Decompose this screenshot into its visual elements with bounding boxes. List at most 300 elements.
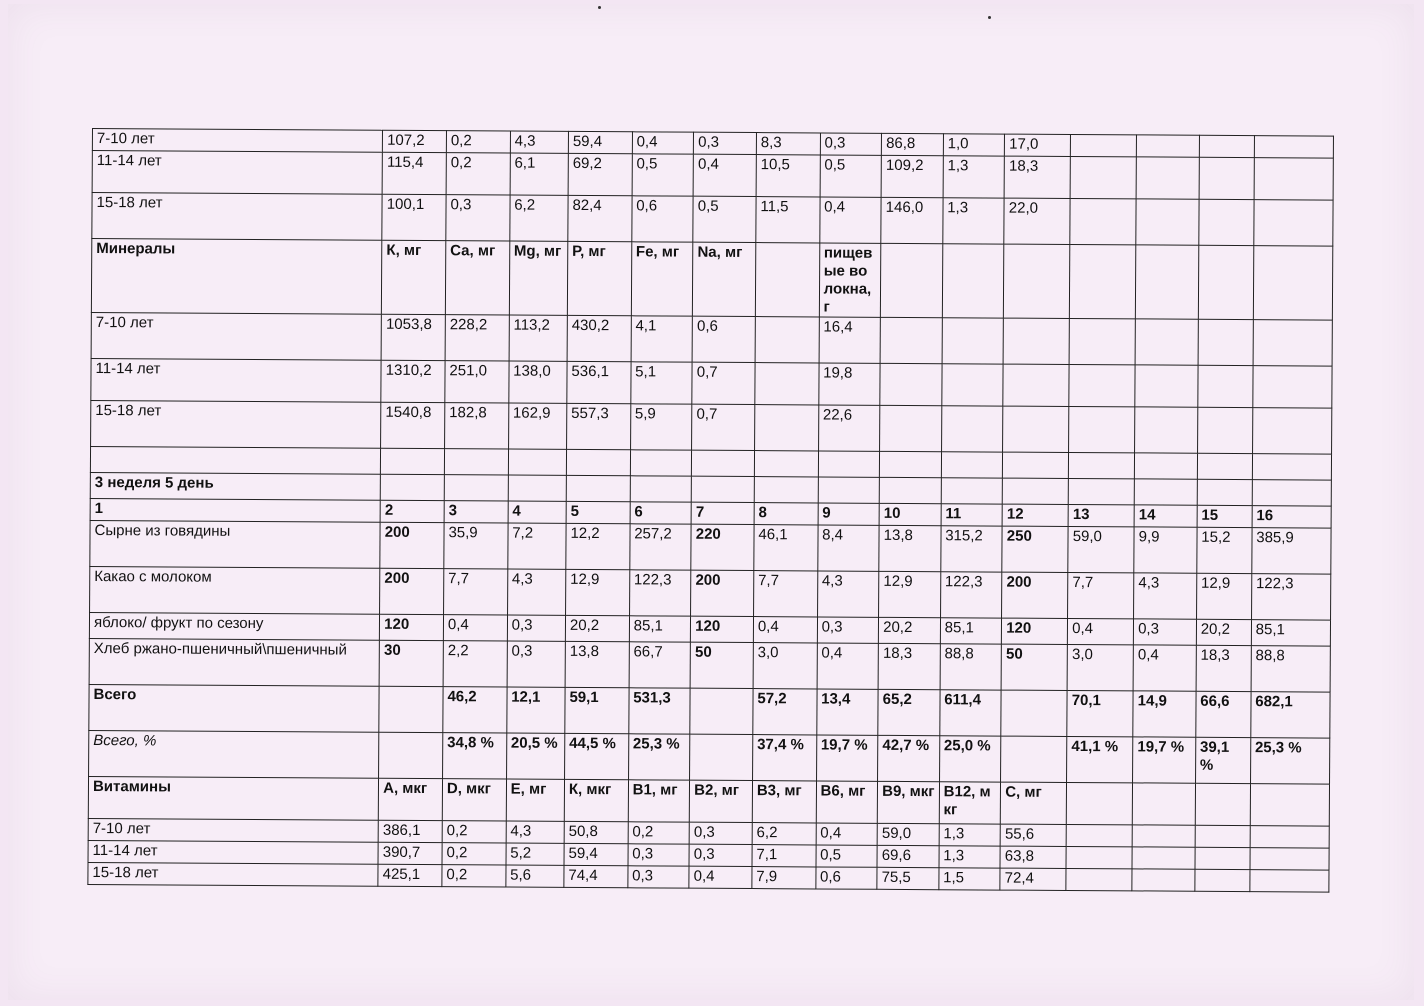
table-cell: 1,5 bbox=[939, 868, 1001, 890]
table-cell bbox=[1004, 244, 1070, 318]
table-cell: 0,5 bbox=[632, 154, 694, 196]
scan-speck bbox=[598, 6, 601, 9]
table-cell: 4,3 bbox=[506, 821, 564, 843]
table-cell: 200 bbox=[380, 522, 444, 568]
table-cell: 19,8 bbox=[818, 363, 880, 405]
table-cell: Са, мг bbox=[445, 241, 509, 315]
table-cell: Е, мг bbox=[506, 779, 565, 821]
table-cell: 34,8 % bbox=[442, 733, 506, 779]
table-cell: 16,4 bbox=[819, 317, 881, 363]
table-cell: 1310,2 bbox=[381, 360, 445, 402]
table-cell: 11,5 bbox=[756, 197, 820, 243]
table-cell bbox=[755, 243, 819, 317]
table-cell: 115,4 bbox=[382, 152, 446, 194]
table-cell: 70,1 bbox=[1067, 690, 1133, 736]
table-cell bbox=[880, 363, 942, 405]
table-cell bbox=[1197, 407, 1252, 453]
table-cell: 85,1 bbox=[940, 618, 1002, 644]
row-label-cell: 15-18 лет bbox=[91, 400, 381, 448]
table-cell: 6 bbox=[630, 502, 692, 524]
table-cell: 0,6 bbox=[632, 196, 694, 242]
table-cell: 1,3 bbox=[939, 824, 1001, 846]
table-row bbox=[90, 566, 1331, 620]
table-cell bbox=[1197, 479, 1252, 505]
table-cell: 0,5 bbox=[820, 155, 882, 197]
table-cell bbox=[1135, 319, 1198, 365]
table-cell: 4,3 bbox=[1134, 573, 1197, 619]
table-cell: 85,1 bbox=[629, 616, 691, 642]
table-cell: 0,3 bbox=[628, 866, 690, 888]
table-cell: 0,2 bbox=[442, 865, 506, 887]
table-cell: 0,6 bbox=[692, 316, 755, 362]
table-cell: 13,8 bbox=[879, 525, 941, 571]
table-cell: 9 bbox=[818, 503, 880, 525]
table-cell: 20,2 bbox=[879, 617, 941, 643]
table-cell: 14,9 bbox=[1133, 691, 1196, 737]
table-cell: 0,4 bbox=[817, 643, 879, 689]
table-cell bbox=[1195, 825, 1250, 847]
table-cell bbox=[690, 734, 753, 780]
table-cell: 0,3 bbox=[1134, 619, 1197, 645]
table-cell bbox=[1136, 135, 1199, 157]
table-cell bbox=[1198, 365, 1253, 407]
table-cell: 6,2 bbox=[510, 195, 569, 241]
table-cell: 146,0 bbox=[881, 197, 943, 243]
table-row bbox=[91, 239, 1332, 321]
table-cell: 55,6 bbox=[1000, 824, 1066, 846]
table-cell: 0,5 bbox=[816, 845, 878, 867]
table-cell: 0,4 bbox=[816, 823, 878, 845]
table-cell: 5,9 bbox=[630, 404, 692, 450]
table-cell bbox=[379, 732, 443, 778]
row-label-cell: 7-10 лет bbox=[92, 129, 382, 153]
table-cell bbox=[1132, 847, 1195, 869]
nutrition-table bbox=[87, 128, 1334, 893]
table-cell bbox=[1135, 453, 1198, 479]
table-cell bbox=[1250, 870, 1329, 892]
table-cell: 20,2 bbox=[565, 615, 629, 641]
table-cell: 50 bbox=[1001, 644, 1067, 690]
table-cell: 257,2 bbox=[629, 524, 691, 570]
table-cell: В9, мкг bbox=[877, 781, 939, 823]
table-cell: 386,1 bbox=[378, 820, 442, 842]
table-cell: 17,0 bbox=[1005, 134, 1071, 156]
table-cell: 85,1 bbox=[1251, 620, 1330, 646]
table-cell bbox=[1253, 320, 1333, 366]
table-cell: 0,4 bbox=[689, 866, 752, 888]
table-cell: Р, мг bbox=[567, 241, 631, 315]
table-cell: пищевые волокна, г bbox=[819, 243, 881, 317]
table-cell: 0,3 bbox=[689, 844, 752, 866]
table-cell: 0,4 bbox=[819, 197, 881, 243]
table-cell: 4,3 bbox=[510, 131, 568, 153]
table-cell: 113,2 bbox=[509, 315, 568, 361]
table-cell: 18,3 bbox=[1004, 156, 1070, 198]
table-cell: 220 bbox=[691, 524, 754, 570]
table-cell: 0,3 bbox=[628, 844, 690, 866]
table-cell bbox=[880, 451, 942, 477]
table-cell: 59,4 bbox=[564, 843, 628, 865]
table-cell: 0,3 bbox=[689, 822, 752, 844]
table-cell bbox=[941, 478, 1003, 504]
table-cell bbox=[566, 475, 630, 501]
table-cell bbox=[630, 476, 692, 502]
table-cell bbox=[690, 688, 753, 734]
table-cell: 39,1 % bbox=[1195, 737, 1250, 783]
row-label-cell: Какао с молоком bbox=[90, 566, 380, 614]
table-cell: 251,0 bbox=[445, 361, 509, 403]
table-cell: 69,2 bbox=[568, 153, 632, 195]
table-cell: 7,7 bbox=[1068, 572, 1134, 618]
table-cell: 8,4 bbox=[817, 525, 879, 571]
table-cell bbox=[692, 450, 755, 476]
table-cell bbox=[942, 364, 1004, 406]
table-cell bbox=[1254, 158, 1334, 200]
row-label-cell: 7-10 лет bbox=[91, 312, 381, 360]
table-cell: 0,4 bbox=[1068, 618, 1134, 644]
table-cell: 7,7 bbox=[753, 571, 817, 617]
table-cell bbox=[1254, 200, 1334, 246]
table-cell bbox=[1136, 199, 1199, 245]
table-cell: 14 bbox=[1134, 505, 1197, 527]
table-cell bbox=[1135, 407, 1198, 453]
table-row bbox=[92, 193, 1333, 247]
table-cell: 88,8 bbox=[1251, 646, 1331, 692]
table-cell: 557,3 bbox=[566, 403, 630, 449]
table-cell: К, мг bbox=[382, 240, 446, 314]
table-cell bbox=[942, 318, 1004, 364]
table-row bbox=[90, 520, 1331, 574]
table-cell bbox=[1250, 848, 1329, 870]
row-label-cell: Витамины bbox=[88, 776, 378, 820]
table-cell bbox=[630, 450, 692, 476]
table-cell: 5,2 bbox=[506, 843, 564, 865]
table-cell: 19,7 % bbox=[1133, 737, 1196, 783]
table-cell: 42,7 % bbox=[878, 735, 940, 781]
table-cell: 66,7 bbox=[629, 642, 691, 688]
table-cell: 2 bbox=[380, 500, 444, 522]
table-cell: 2,2 bbox=[443, 641, 507, 687]
table-cell bbox=[1003, 406, 1069, 452]
table-cell bbox=[1071, 134, 1137, 156]
table-cell: 6,1 bbox=[510, 153, 569, 195]
table-cell: 7,1 bbox=[752, 845, 816, 867]
table-cell: 0,4 bbox=[693, 154, 756, 196]
table-cell bbox=[1250, 784, 1330, 826]
table-cell: 120 bbox=[1002, 618, 1068, 644]
table-cell: 7,9 bbox=[752, 867, 816, 889]
table-cell: 12,9 bbox=[1196, 573, 1251, 619]
table-cell bbox=[1069, 318, 1135, 364]
table-cell bbox=[754, 405, 818, 451]
table-cell: 122,3 bbox=[940, 572, 1002, 618]
table-cell bbox=[880, 405, 942, 451]
table-cell: 138,0 bbox=[509, 361, 568, 403]
table-cell bbox=[1070, 244, 1136, 318]
table-cell: 19,7 % bbox=[816, 735, 878, 781]
table-cell: 200 bbox=[691, 570, 754, 616]
table-cell: 0,3 bbox=[507, 641, 566, 687]
table-cell: 9,9 bbox=[1134, 527, 1197, 573]
table-cell bbox=[818, 451, 880, 477]
table-cell: Na, мг bbox=[693, 242, 756, 316]
table-cell: 390,7 bbox=[378, 842, 442, 864]
table-cell bbox=[941, 406, 1003, 452]
table-cell: 6,2 bbox=[752, 823, 816, 845]
table-cell: 0,3 bbox=[820, 133, 882, 155]
table-cell: 611,4 bbox=[940, 690, 1002, 736]
table-cell bbox=[1070, 198, 1136, 244]
table-cell bbox=[508, 475, 566, 501]
table-cell bbox=[1066, 868, 1132, 890]
table-cell: 182,8 bbox=[444, 403, 508, 449]
table-cell: 75,5 bbox=[877, 867, 939, 889]
table-cell: 11 bbox=[941, 504, 1003, 526]
table-cell bbox=[380, 474, 444, 500]
table-cell bbox=[1132, 825, 1195, 847]
table-cell: 18,3 bbox=[1196, 645, 1251, 691]
table-cell bbox=[1252, 454, 1331, 480]
table-cell bbox=[942, 244, 1004, 318]
table-cell: 0,3 bbox=[446, 195, 510, 241]
table-cell: 20,2 bbox=[1196, 619, 1251, 645]
table-cell bbox=[1069, 406, 1135, 452]
table-cell: 1,3 bbox=[943, 156, 1005, 198]
table-cell: 12,2 bbox=[566, 523, 630, 569]
row-label-cell: 11-14 лет bbox=[88, 840, 378, 864]
table-cell bbox=[1195, 847, 1250, 869]
table-cell: 37,4 % bbox=[752, 735, 816, 781]
table-cell: А, мкг bbox=[378, 778, 442, 820]
table-cell bbox=[1136, 157, 1199, 199]
table-cell bbox=[1253, 246, 1333, 320]
table-cell: К, мкг bbox=[564, 779, 628, 821]
table-cell bbox=[1003, 364, 1069, 406]
table-cell: 0,3 bbox=[817, 617, 879, 643]
table-cell: 15 bbox=[1197, 505, 1252, 527]
table-cell: 4 bbox=[508, 501, 566, 523]
table-cell bbox=[1252, 408, 1332, 454]
table-cell bbox=[1132, 783, 1195, 825]
table-cell: 69,6 bbox=[877, 845, 939, 867]
table-cell bbox=[881, 243, 943, 317]
table-cell: 1,0 bbox=[943, 134, 1005, 156]
table-cell: 7 bbox=[691, 502, 754, 524]
table-cell: 228,2 bbox=[445, 315, 509, 361]
table-cell: 59,1 bbox=[565, 687, 629, 733]
table-cell: В3, мг bbox=[752, 781, 816, 823]
nutrition-table-sheet bbox=[87, 128, 1334, 950]
table-cell: 0,7 bbox=[692, 362, 755, 404]
table-cell: В2, мг bbox=[690, 780, 753, 822]
table-cell: 536,1 bbox=[567, 361, 631, 403]
table-cell bbox=[1250, 826, 1329, 848]
table-cell: 0,3 bbox=[507, 615, 565, 641]
row-label-cell: 3 неделя 5 день bbox=[90, 472, 380, 500]
table-cell bbox=[880, 317, 942, 363]
table-cell: 0,4 bbox=[443, 615, 507, 641]
table-cell: 531,3 bbox=[628, 688, 690, 734]
row-label-cell: Сырне из говядины bbox=[90, 520, 380, 568]
table-cell: 44,5 % bbox=[564, 733, 628, 779]
table-cell: 425,1 bbox=[378, 864, 442, 886]
table-cell: 12,1 bbox=[506, 687, 565, 733]
table-cell: 200 bbox=[380, 568, 444, 614]
table-cell: 107,2 bbox=[383, 130, 447, 152]
table-cell: 162,9 bbox=[508, 403, 567, 449]
table-cell: 0,2 bbox=[442, 843, 506, 865]
table-cell: 3 bbox=[444, 501, 508, 523]
table-cell bbox=[381, 448, 445, 474]
table-cell: 65,2 bbox=[878, 689, 940, 735]
table-cell: 0,2 bbox=[628, 822, 690, 844]
table-cell: 120 bbox=[691, 616, 754, 642]
table-cell bbox=[754, 477, 818, 503]
row-label-cell: Всего bbox=[89, 684, 379, 732]
table-cell: 0,5 bbox=[693, 196, 756, 242]
table-cell: 4,3 bbox=[817, 571, 879, 617]
table-cell: 46,1 bbox=[754, 525, 818, 571]
row-label-cell: Всего, % bbox=[89, 730, 379, 778]
table-cell bbox=[1253, 366, 1333, 408]
table-cell: Fe, мг bbox=[631, 242, 693, 316]
scan-speck bbox=[988, 16, 991, 19]
table-cell: 430,2 bbox=[567, 315, 631, 361]
table-cell: 0,4 bbox=[1133, 645, 1196, 691]
table-cell: 3,0 bbox=[753, 643, 817, 689]
table-cell bbox=[941, 452, 1003, 478]
table-cell: 82,4 bbox=[568, 195, 632, 241]
table-cell: 8 bbox=[754, 503, 818, 525]
table-cell: 109,2 bbox=[881, 155, 943, 197]
table-cell: 10 bbox=[879, 503, 941, 525]
table-cell: 22,0 bbox=[1004, 198, 1070, 244]
table-cell: 22,6 bbox=[818, 405, 880, 451]
table-cell: 4,3 bbox=[507, 569, 566, 615]
table-cell: 25,3 % bbox=[628, 734, 690, 780]
table-cell: 0,2 bbox=[446, 131, 510, 153]
table-cell: 250 bbox=[1002, 526, 1068, 572]
table-cell: 0,4 bbox=[753, 617, 817, 643]
table-cell: 5,6 bbox=[506, 865, 564, 887]
table-cell: 4,1 bbox=[631, 316, 693, 362]
table-cell: В12, мкг bbox=[939, 782, 1001, 824]
table-cell: 5,1 bbox=[631, 362, 693, 404]
table-cell bbox=[1195, 783, 1250, 825]
row-label-cell: 11-14 лет bbox=[92, 151, 382, 195]
table-cell: 0,3 bbox=[694, 132, 757, 154]
table-cell bbox=[1199, 135, 1254, 157]
row-label-cell bbox=[90, 446, 380, 474]
table-cell: 12,9 bbox=[565, 569, 629, 615]
table-cell: 200 bbox=[1002, 572, 1068, 618]
table-cell bbox=[1134, 479, 1197, 505]
table-cell: В6, мг bbox=[816, 781, 878, 823]
table-cell: D, мкг bbox=[442, 779, 506, 821]
table-cell bbox=[1132, 869, 1195, 891]
table-cell bbox=[1135, 365, 1198, 407]
table-cell: 66,6 bbox=[1196, 691, 1251, 737]
table-cell: 41,1 % bbox=[1067, 736, 1133, 782]
table-cell: 0,2 bbox=[442, 821, 506, 843]
table-cell bbox=[818, 477, 880, 503]
table-cell bbox=[566, 449, 630, 475]
row-label-cell: 1 bbox=[90, 498, 380, 522]
table-cell: 10,5 bbox=[756, 155, 820, 197]
table-cell bbox=[1066, 782, 1132, 824]
table-cell bbox=[1069, 452, 1135, 478]
table-cell: 122,3 bbox=[1251, 574, 1331, 620]
table-cell bbox=[754, 451, 818, 477]
row-label-cell: 15-18 лет bbox=[88, 862, 378, 886]
table-cell: 7,7 bbox=[443, 569, 507, 615]
table-cell bbox=[755, 363, 819, 405]
table-cell: 46,2 bbox=[443, 687, 507, 733]
row-label-cell: 11-14 лет bbox=[91, 358, 381, 402]
table-cell: 1540,8 bbox=[381, 402, 445, 448]
table-cell bbox=[1066, 824, 1132, 846]
table-cell bbox=[1198, 245, 1253, 319]
table-cell: 50,8 bbox=[564, 821, 628, 843]
table-cell: 315,2 bbox=[941, 526, 1003, 572]
table-cell: 13 bbox=[1068, 504, 1134, 526]
table-cell bbox=[755, 317, 819, 363]
table-cell: 50 bbox=[690, 642, 753, 688]
table-cell bbox=[1197, 453, 1252, 479]
table-cell bbox=[1001, 690, 1067, 736]
table-cell: 57,2 bbox=[753, 689, 817, 735]
table-cell: Mg, мг bbox=[509, 241, 568, 315]
table-cell: 5 bbox=[566, 501, 630, 523]
table-cell: В1, мг bbox=[628, 780, 690, 822]
table-row bbox=[88, 776, 1329, 826]
table-cell bbox=[1003, 318, 1069, 364]
table-cell bbox=[1252, 480, 1331, 506]
table-cell: 12,9 bbox=[879, 571, 941, 617]
table-cell: 120 bbox=[380, 614, 444, 640]
table-cell: 35,9 bbox=[444, 523, 508, 569]
table-cell bbox=[1135, 245, 1198, 319]
row-label-cell: яблоко/ фрукт по сезону bbox=[89, 612, 379, 640]
table-cell: 59,0 bbox=[877, 823, 939, 845]
row-label-cell: Хлеб ржано-пшеничный\пшеничный bbox=[89, 638, 379, 686]
table-row bbox=[89, 638, 1330, 692]
table-cell bbox=[1198, 319, 1253, 365]
table-cell: 16 bbox=[1252, 506, 1331, 528]
table-cell bbox=[1002, 478, 1068, 504]
table-cell: 59,0 bbox=[1068, 526, 1134, 572]
table-cell: 13,8 bbox=[565, 641, 629, 687]
table-cell: 74,4 bbox=[564, 865, 628, 887]
table-cell bbox=[1254, 136, 1333, 158]
table-cell: 63,8 bbox=[1000, 846, 1066, 868]
table-cell bbox=[1069, 364, 1135, 406]
table-cell: 30 bbox=[379, 640, 443, 686]
table-cell: 0,4 bbox=[632, 132, 694, 154]
table-cell bbox=[1195, 869, 1250, 891]
table-cell: С, мг bbox=[1001, 782, 1067, 824]
table-cell: 100,1 bbox=[382, 194, 446, 240]
table-row bbox=[89, 684, 1330, 738]
table-cell bbox=[1068, 478, 1134, 504]
table-cell: 385,9 bbox=[1252, 528, 1332, 574]
table-cell: 13,4 bbox=[816, 689, 878, 735]
table-cell: 18,3 bbox=[878, 643, 940, 689]
table-cell: 0,2 bbox=[446, 153, 510, 195]
table-cell bbox=[1066, 846, 1132, 868]
table-cell: 1053,8 bbox=[381, 314, 445, 360]
table-cell: 25,0 % bbox=[939, 736, 1001, 782]
